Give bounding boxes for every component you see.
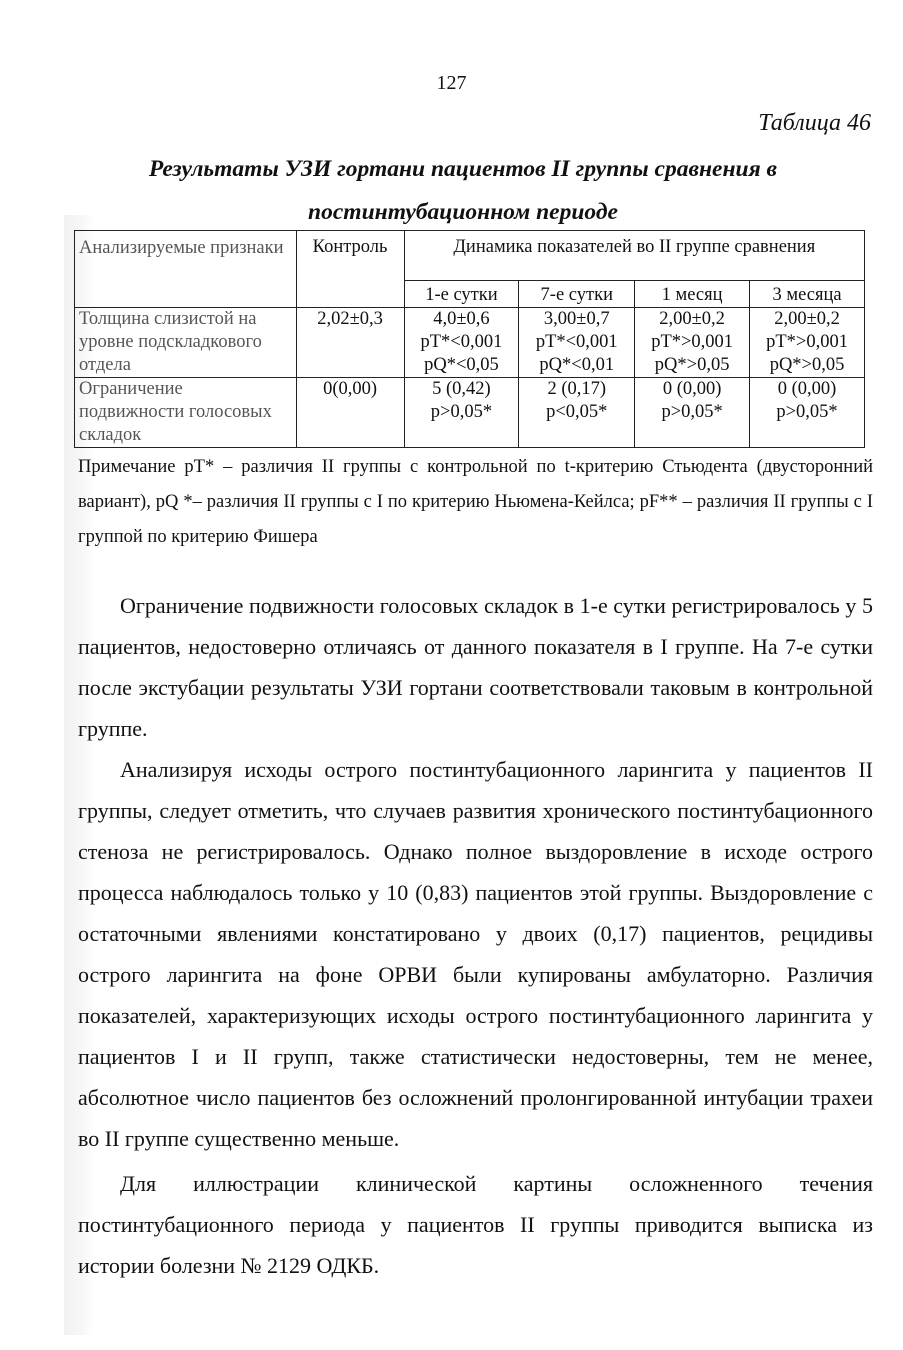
- table-cell: [404, 308, 519, 378]
- header-period: 1-е сутки: [404, 281, 519, 308]
- page-number: 127: [436, 72, 467, 94]
- table-row: [75, 308, 865, 378]
- cell-mean: 4,0±0,6: [433, 309, 490, 329]
- row-label: Толщина слизистой на уровне подскладкового отдела: [75, 308, 297, 378]
- control-value: 2,02±0,3: [296, 308, 404, 378]
- cell-pt: pT*<0,001: [420, 332, 503, 352]
- paragraph: Анализируя исходы острого постинтубационного ларингита у пациентов II группы, следует отметить, что случаев развития хронического постинтубационного стеноза не регистрировалось. Однако полное выздоровление в исходе острого процесса наблюдалось только у 10 (0,83) пациентов этой группы. Выздоровление с остаточными явлениями констатировано у двоих (0,17) пациентов, рецидивы острого ларингита на фоне ОРВИ были купированы амбулаторно. Различия показателей, характеризующих исходы острого постинтубационного ларингита у пациентов I и II групп, также статистически недостоверны, тем не менее, абсолютное число пациентов без осложнений пролонгированной интубации трахеи во II группе существенно меньше.: [78, 757, 873, 1151]
- cell-pq: pQ*<0,01: [539, 355, 615, 375]
- cell-mean: 3,00±0,7: [543, 309, 610, 329]
- paragraph: Для иллюстрации клинической картины осложненного течения постинтубационного периода у пациентов II группы приводится выписка из истории болезни № 2129 ОДКБ.: [78, 1171, 873, 1278]
- table-cell: [404, 378, 519, 448]
- results-table: [74, 230, 865, 448]
- table-cell: [750, 308, 865, 378]
- control-value: 0(0,00): [296, 378, 404, 448]
- cell-mean: 2,00±0,2: [774, 309, 840, 329]
- body-text: [78, 585, 873, 1286]
- row-label: Ограничение подвижности голосовых складок: [75, 378, 297, 448]
- cell-pt: pT*<0,001: [535, 332, 618, 352]
- cell-pq: pQ*>0,05: [654, 355, 730, 375]
- cell-count: 0 (0,00): [662, 379, 722, 399]
- header-period: 1 месяц: [635, 281, 750, 308]
- cell-p: p>0,05*: [776, 402, 838, 422]
- cell-pq: pQ*>0,05: [769, 355, 845, 375]
- header-dynamics: Динамика показателей во II группе сравнения: [404, 231, 864, 281]
- cell-p: p<0,05*: [546, 402, 608, 422]
- table-cell: [750, 378, 865, 448]
- cell-pt: pT*>0,001: [766, 332, 848, 352]
- cell-p: p>0,05*: [430, 402, 493, 422]
- table-title: Результаты УЗИ гортани пациентов II группы сравнения в постинтубационном периоде: [148, 156, 778, 225]
- cell-count: 2 (0,17): [547, 379, 607, 399]
- table-cell: [635, 378, 750, 448]
- header-period: 3 месяца: [750, 281, 865, 308]
- header-features: Анализируемые признаки: [75, 231, 297, 308]
- header-control: Контроль: [296, 231, 404, 308]
- table-cell: [635, 308, 750, 378]
- cell-pq: pQ*<0,05: [424, 355, 499, 375]
- table-cell: [519, 378, 635, 448]
- cell-mean: 2,00±0,2: [659, 309, 725, 329]
- table-note: Примечание pT* – различия II группы с контрольной по t-критерию Стьюдента (двусторонний вариант), pQ *– различия II группы с I по критерию Ньюмена-Кейлса; pF** – различия II группы с I группой по критерию Фишера: [78, 457, 873, 547]
- header-period: 7-е сутки: [519, 281, 635, 308]
- cell-p: p>0,05*: [661, 402, 723, 422]
- cell-count: 5 (0,42): [432, 379, 491, 399]
- cell-count: 0 (0,00): [777, 379, 837, 399]
- table-row: [75, 378, 865, 448]
- table-number: Таблица 46: [758, 110, 871, 136]
- table-cell: [519, 308, 635, 378]
- paragraph: Ограничение подвижности голосовых складок в 1-е сутки регистрировалось у 5 пациентов, недостоверно отличаясь от данного показателя в I группе. На 7-е сутки после экстубации результаты УЗИ гортани соответствовали таковым в контрольной группе.: [78, 593, 873, 741]
- cell-pt: pT*>0,001: [651, 332, 734, 352]
